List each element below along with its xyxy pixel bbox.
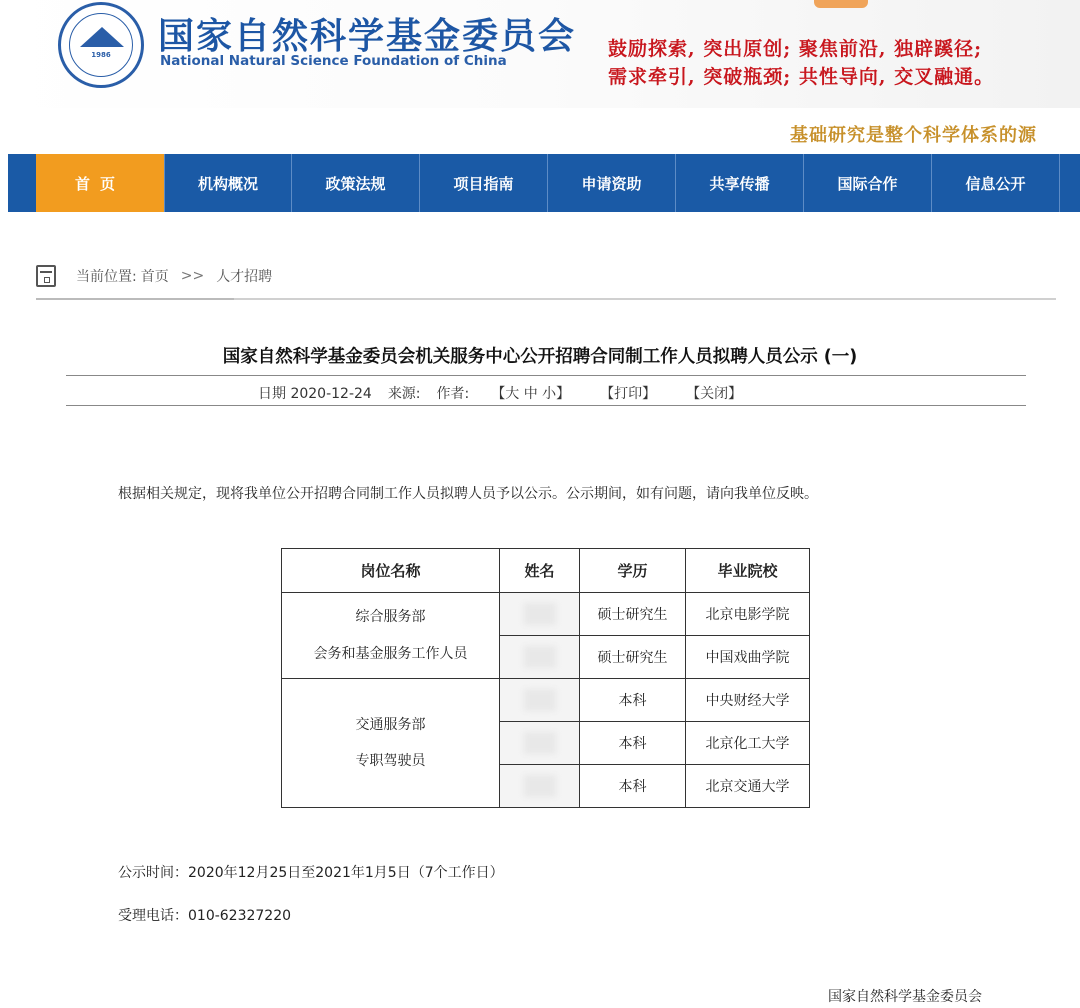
position-cell-transport bbox=[282, 679, 500, 808]
article-title: 国家自然科学基金委员会机关服务中心公开招聘合同制工作人员拟聘人员公示 (一) bbox=[222, 347, 858, 367]
article-date: 日期 2020-12-24 bbox=[258, 386, 372, 402]
degree-cell: 本科 bbox=[580, 722, 686, 765]
breadcrumb-divider bbox=[36, 298, 1056, 300]
degree-cell: 本科 bbox=[580, 765, 686, 808]
mountain-icon bbox=[80, 27, 124, 47]
position-cell-general bbox=[282, 593, 500, 679]
article-author: 作者: bbox=[436, 386, 470, 402]
dept-name: 交通服务部 bbox=[355, 716, 426, 733]
article-meta bbox=[258, 383, 772, 403]
redaction-blur bbox=[524, 646, 556, 668]
main-nav bbox=[8, 154, 1080, 212]
role-name: 专职驾驶员 bbox=[355, 753, 426, 769]
redaction-blur bbox=[524, 689, 556, 711]
slogan-line-1: 鼓励探索, 突出原创; 聚焦前沿, 独辟蹊径; bbox=[608, 38, 983, 60]
school-cell: 北京交通大学 bbox=[686, 765, 810, 808]
org-name-cn: 国家自然科学基金委员会 bbox=[158, 16, 577, 57]
breadcrumb bbox=[36, 262, 272, 290]
table-row bbox=[282, 679, 810, 722]
font-size-link[interactable]: 【大 中 小】 bbox=[491, 386, 571, 402]
contact-phone: 受理电话：010-62327220 bbox=[118, 908, 292, 924]
degree-cell: 硕士研究生 bbox=[580, 593, 686, 636]
site-header bbox=[0, 0, 1080, 108]
breadcrumb-prefix: 当前位置: bbox=[76, 269, 137, 285]
title-divider-bottom bbox=[66, 405, 1026, 406]
col-header-school: 毕业院校 bbox=[686, 549, 810, 593]
school-cell: 中国戏曲学院 bbox=[686, 636, 810, 679]
nav-item-share[interactable]: 共享传播 bbox=[676, 154, 804, 212]
nav-item-about[interactable]: 机构概况 bbox=[164, 154, 292, 212]
role-name: 会务和基金服务工作人员 bbox=[313, 645, 468, 662]
print-link[interactable]: 【打印】 bbox=[600, 386, 657, 402]
redaction-blur bbox=[524, 732, 556, 754]
nsfc-logo[interactable] bbox=[58, 2, 144, 88]
motto-text: 基础研究是整个科学体系的源 bbox=[790, 125, 1037, 146]
close-link[interactable]: 【关闭】 bbox=[686, 386, 743, 402]
breadcrumb-separator: >> bbox=[180, 268, 205, 284]
slogan-line-2: 需求牵引, 突破瓶颈; 共性导向, 交叉融通。 bbox=[608, 66, 995, 88]
location-icon bbox=[36, 265, 56, 287]
article-source: 来源: bbox=[387, 386, 421, 402]
name-cell-redacted bbox=[500, 722, 580, 765]
name-cell-redacted bbox=[500, 765, 580, 808]
breadcrumb-home-link[interactable]: 首页 bbox=[140, 269, 169, 285]
redaction-blur bbox=[524, 603, 556, 625]
nav-item-home[interactable]: 首页 bbox=[36, 154, 164, 212]
nav-item-policy[interactable]: 政策法规 bbox=[292, 154, 420, 212]
header-decoration bbox=[814, 0, 868, 8]
name-cell-redacted bbox=[500, 636, 580, 679]
table-header-row bbox=[282, 549, 810, 593]
table-row bbox=[282, 593, 810, 636]
dept-name: 综合服务部 bbox=[355, 609, 426, 626]
col-header-name: 姓名 bbox=[500, 549, 580, 593]
school-cell: 北京化工大学 bbox=[686, 722, 810, 765]
breadcrumb-current[interactable]: 人才招聘 bbox=[216, 269, 273, 285]
school-cell: 北京电影学院 bbox=[686, 593, 810, 636]
candidate-table bbox=[281, 548, 810, 808]
col-header-position: 岗位名称 bbox=[282, 549, 500, 593]
title-divider-top bbox=[66, 375, 1026, 376]
school-cell: 中央财经大学 bbox=[686, 679, 810, 722]
logo-year: 1986 bbox=[91, 51, 111, 59]
degree-cell: 本科 bbox=[580, 679, 686, 722]
nav-item-guide[interactable]: 项目指南 bbox=[420, 154, 548, 212]
signature: 国家自然科学基金委员会 bbox=[828, 989, 982, 1005]
nav-item-disclosure[interactable]: 信息公开 bbox=[932, 154, 1060, 212]
degree-cell: 硕士研究生 bbox=[580, 636, 686, 679]
nav-item-international[interactable]: 国际合作 bbox=[804, 154, 932, 212]
nav-item-apply[interactable]: 申请资助 bbox=[548, 154, 676, 212]
org-name-en: National Natural Science Foundation of China bbox=[160, 53, 507, 69]
notice-period: 公示时间：2020年12月25日至2021年1月5日（7个工作日） bbox=[118, 865, 504, 881]
col-header-degree: 学历 bbox=[580, 549, 686, 593]
redaction-blur bbox=[524, 775, 556, 797]
name-cell-redacted bbox=[500, 679, 580, 722]
name-cell-redacted bbox=[500, 593, 580, 636]
article-intro: 根据相关规定，现将我单位公开招聘合同制工作人员拟聘人员予以公示。公示期间，如有问题，请向我单位反映。 bbox=[118, 486, 818, 502]
